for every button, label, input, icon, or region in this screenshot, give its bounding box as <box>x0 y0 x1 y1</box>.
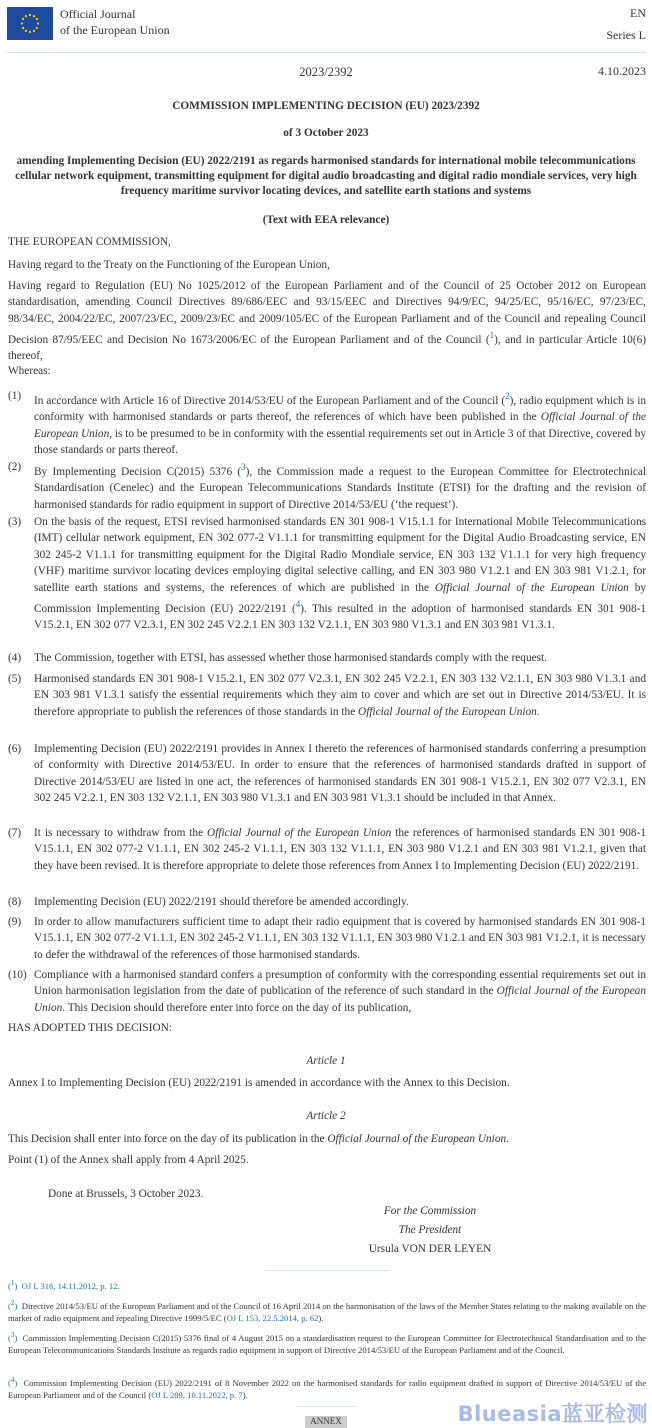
recital-text: Implementing Decision (EU) 2022/2191 provides in Annex I thereto the references of harmonised standards conferring a presumption of conformity with Directive 2014/53/EU. In order to ensure that the references of harmonised standards drafted in support of Directive 2014/53/EU are listed in one act, the references of harmonised standards EN 301 908-1 V15.2.1, EN 302 077 V2.3.1, EN 302 245 V2.2.1, EN 303 132 V2.1.1, EN 303 980 V1.3.1 and EN 303 981 V1.3.1 should be included in that Annex. <box>34 743 646 805</box>
header-divider <box>6 52 646 53</box>
recital-text: On the basis of the request, ETSI revised harmonised standards EN 301 908-1 V15.1.1 for International Mobile Telecommunications (IMT) cellular network equipment, EN 302 077-2 V1.1.1 for transmitting equipment for the Digital Audio Broadcasting service, EN 302 245-2 V1.1.1 for transmitting equipment for the Digital Radio Mondiale service, EN 303 132 V1.1.1 for very high frequency (VHF) maritime survivor locating devices employing digital selective calling, and EN 303 980 V1.2.1 and EN 303 981 V1.2.1, for satellite earth stations and systems, the references of which are published in the <box>34 516 646 594</box>
footnote-text: Commission Implementing Decision (EU) 2022/2191 of 8 November 2022 on the harmonised standards for radio equipment drafted in support of Directive 2014/53/EU of the European Parliament and of the Council ( <box>8 1377 647 1401</box>
footnote-ref-3[interactable]: 3 <box>241 462 246 472</box>
recital-number: (7) <box>8 827 22 839</box>
institution: THE EUROPEAN COMMISSION, <box>8 236 171 248</box>
footnote-link[interactable]: OJ L 289, 10.11.2022, p. 7 <box>151 1390 243 1401</box>
annex-divider <box>296 1406 356 1407</box>
recital-text: ), radio equipment which is in conformity with harmonised standards or parts thereof, the references of which have been published in the <box>34 394 646 424</box>
footnote-1 <box>8 1277 646 1292</box>
oj-italic: Official Journal of the European Union <box>434 581 629 594</box>
footnote-divider <box>265 1270 390 1271</box>
footnote-ref-4[interactable]: 4 <box>295 599 301 610</box>
citation-text-end: ), and in particular Article 10(6) thereof, <box>8 333 646 363</box>
footnote-link[interactable]: OJ L 153, 22.5.2014, p. 62 <box>226 1313 319 1324</box>
act-title: COMMISSION IMPLEMENTING DECISION (EU) 2023/2392 <box>172 100 480 112</box>
recital-number: (9) <box>8 916 22 928</box>
footnote-ref-2[interactable]: 2 <box>505 391 510 401</box>
recital-text: In accordance with Article 16 of Directive 2014/53/EU of the European Parliament and of the Council ( <box>34 394 506 407</box>
citation-text: Having regard to Regulation (EU) No 1025/2012 of the European Parliament and of the Council of 25 October 2012 on European standardisation, amending Council Directives 89/686/EEC and 93/15/EEC and Directives 94/9/EC, 94/25/EC, 95/16/EC, 97/23/EC, 98/34/EC, 2004/22/EC, 2007/23/EC, 2009/23/EC and 2009/105/EC of the European Parliament and of the Council and repealing Council Decision 87/95/EEC and Decision No 1673/2006/EC of the European Parliament and of the Council ( <box>8 280 646 346</box>
recital-4 <box>8 650 646 666</box>
signatory-name: Ursula VON DER LEYEN <box>368 1243 492 1255</box>
eu-flag-icon <box>7 7 53 40</box>
recital-text: by Commission Implementing Decision (EU) 2022/2191 ( <box>34 581 646 615</box>
recital-9 <box>8 914 646 963</box>
recital-text: Harmonised standards EN 301 908-1 V15.2.1, EN 302 077 V2.3.1, EN 302 245 V2.2.1, EN 303 132 V2.1.1, EN 303 980 V1.3.1 and EN 303 981 V1.3.1 satisfy the essential requirements which they aim to cover and which are set out in Directive 2014/53/EU. It is therefore appropriate to publish the references of those standards in the <box>34 673 646 718</box>
done-at: Done at Brussels, 3 October 2023. <box>48 1188 204 1200</box>
recital-number: (8) <box>8 896 22 908</box>
footnote-3 <box>8 1329 646 1357</box>
publication-date: 4.10.2023 <box>598 64 646 78</box>
eea-relevance: (Text with EEA relevance) <box>262 214 390 226</box>
article-1-title: Article 1 <box>306 1055 346 1067</box>
footnote-link[interactable]: OJ L 316, 14.11.2012, p. 12. <box>21 1280 120 1291</box>
watermark: Blueasia蓝亚检测 <box>457 1402 648 1426</box>
recital-text: . This Decision should therefore enter into force on the day of its publication, <box>62 1001 412 1014</box>
recital-number: (3) <box>8 516 22 528</box>
signature-role: The President <box>398 1224 462 1236</box>
recital-number: (6) <box>8 743 22 755</box>
recital-number: (2) <box>8 461 22 473</box>
recital-text: ). This resulted in the adoption of harmonised standards EN 301 908-1 V15.2.1, EN 302 077 V2.3.1, EN 302 245 V2.2.1 EN 303 132 V2.1.1, EN 303 980 V1.3.1 and EN 303 981 V1.3.1. <box>34 602 647 632</box>
recital-number: (5) <box>8 673 22 685</box>
journal-name-line2: of the European Union <box>60 23 170 37</box>
footnote-text-end: ). <box>318 1313 324 1324</box>
recital-text: . <box>536 705 540 718</box>
article-2-application: Point (1) of the Annex shall apply from 4 April 2025. <box>8 1154 249 1166</box>
recital-text: It is necessary to withdraw from the <box>34 827 208 839</box>
journal-name <box>60 6 170 38</box>
oj-italic: Official Journal of the European Union <box>207 827 392 839</box>
series-label: Series L <box>606 28 646 42</box>
signature-for: For the Commission <box>383 1205 477 1217</box>
journal-name-line1: Official Journal <box>60 7 136 21</box>
language-code: EN <box>630 6 646 20</box>
annex-label: ANNEX <box>305 1416 347 1428</box>
citation-treaty: Having regard to the Treaty on the Functioning of the European Union, <box>8 259 330 271</box>
recital-text: Implementing Decision (EU) 2022/2191 should therefore be amended accordingly. <box>34 896 409 908</box>
recital-8 <box>8 894 646 910</box>
recital-text: Compliance with a harmonised standard confers a presumption of conformity with the corresponding essential requirements set out in Union harmonisation legislation from the date of publication of the reference of such standard in the <box>34 969 646 998</box>
oj-italic: Official Journal of the European Union <box>327 1133 507 1145</box>
footnote-text: Directive 2014/53/EU of the European Parliament and of the Council of 16 April 2014 on the harmonisation of the laws of the Member States relating to the making available on the market of radio equipment and repealing Directive 1999/5/EC ( <box>8 1300 646 1324</box>
recital-text: The Commission, together with ETSI, has assessed whether those harmonised standards comply with the request. <box>34 652 547 664</box>
footnote-ref-1[interactable]: 1 <box>489 330 495 341</box>
article-2-title: Article 2 <box>306 1110 346 1122</box>
act-date: of 3 October 2023 <box>283 127 369 139</box>
recital-3 <box>8 514 646 634</box>
recital-text: the references of harmonised standards EN 301 908-1 V15.1.1, EN 302 077-2 V1.1.1, EN 302 245-2 V1.1.1, EN 303 132 V1.1.1, EN 303 980 V1.2.1 and EN 303 981 V1.2.1, given that they have been revised. It is therefore appropriate to delete those references from Annex I to Implementing Decision (EU) 2022/2191. <box>34 827 646 872</box>
article-1-text: Annex I to Implementing Decision (EU) 2022/2191 is amended in accordance with the Annex to this Decision. <box>8 1077 510 1089</box>
recital-text: In order to allow manufacturers sufficient time to adapt their radio equipment that is covered by harmonised standards EN 301 908-1 V15.1.1, EN 302 077-2 V1.1.1, EN 302 245-2 V1.1.1, EN 303 132 V1.1.1, EN 303 980 V1.2.1 and EN 303 981 V1.2.1, it is necessary to defer the withdrawal of the references of those harmonised standards. <box>34 916 646 961</box>
article-text: . <box>506 1133 509 1145</box>
act-subject: amending Implementing Decision (EU) 2022/2191 as regards harmonised standards for international mobile telecommunications cellular network equipment, transmitting equipment for digital audio broadcasting and digital radio mondiale services, very high frequency maritime survivor locating devices, and satellite earth stations and systems <box>15 155 637 197</box>
recital-number: (10) <box>8 969 27 981</box>
footnote-mark[interactable]: ($^4$) <box>8 1376 18 1388</box>
footnote-text-end: ). <box>242 1390 248 1401</box>
recital-6 <box>8 741 646 807</box>
recital-number: (1) <box>8 390 22 402</box>
footnote-text: Commission Implementing Decision C(2015) 5376 final of 4 August 2015 on a standardisation request to the European Committee for Electrotechnical Standardisation and to the European Telecommunications Standards Institute as regards radio equipment in support of Directive 2014/53/EU of the European Parliament and of the Council. <box>8 1332 646 1356</box>
document-number: 2023/2392 <box>299 65 353 79</box>
oj-italic: Official Journal of the European Union <box>358 705 537 718</box>
footnote-mark[interactable]: ($^2$) <box>8 1299 18 1311</box>
recital-10 <box>8 967 646 1016</box>
footnote-2 <box>8 1297 646 1325</box>
recital-5 <box>8 671 646 720</box>
recital-7 <box>8 825 646 874</box>
recital-text: By Implementing Decision C(2015) 5376 ( <box>34 465 242 478</box>
oj-italic: Official Journal of the European Union <box>34 985 646 1014</box>
article-2-text <box>8 1131 646 1147</box>
citation-regulation <box>8 278 646 365</box>
recital-number: (4) <box>8 652 22 664</box>
recital-2 <box>8 459 646 513</box>
journal-header <box>0 0 652 60</box>
whereas-label: Whereas: <box>8 365 51 377</box>
adopted-statement: HAS ADOPTED THIS DECISION: <box>8 1022 172 1034</box>
footnote-mark[interactable]: ($^1$) <box>8 1279 18 1291</box>
footnote-mark[interactable]: ($^3$) <box>8 1331 18 1343</box>
recital-text: ), the Commission made a request to the European Committee for Electrotechnical Standardisation (Cenelec) and the European Telecommunications Standards Institute (ETSI) for the drafting and the revision of harmonised standards for radio equipment in support of Directive 2014/53/EU (‘the request’). <box>34 465 646 511</box>
recital-1 <box>8 388 646 458</box>
recital-text: , is to be presumed to be in conformity with the essential requirements set out in Article 3 of that Directive, covered by those standards or parts thereof. <box>34 427 646 456</box>
oj-italic: Official Journal of the European Union <box>34 411 646 440</box>
article-text: This Decision shall enter into force on the day of its publication in the <box>8 1133 328 1145</box>
